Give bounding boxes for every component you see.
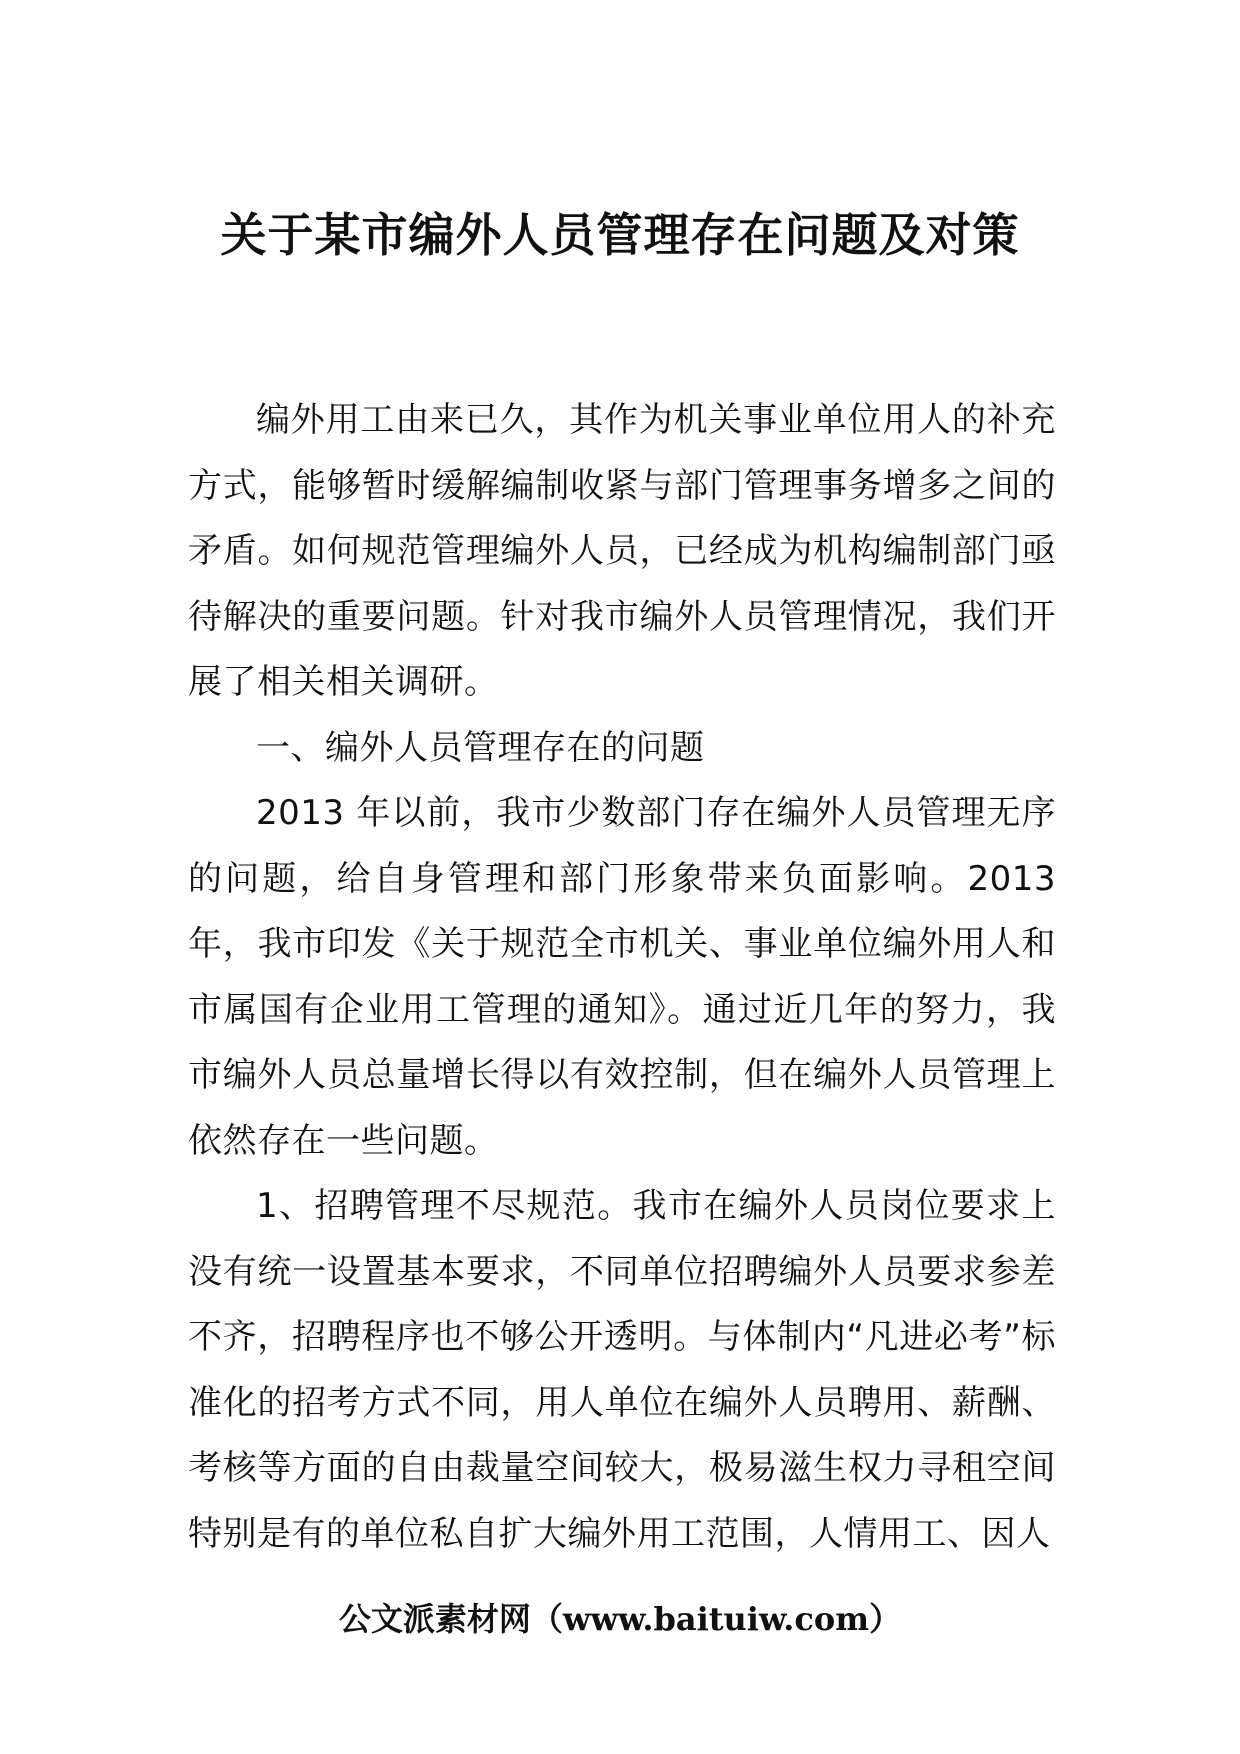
paragraph-issue-1: 1、招聘管理不尽规范。我市在编外人员岗位要求上没有统一设置基本要求，不同单位招聘编外人员要求参差不齐，招聘程序也不够公开透明。与体制内“凡进必考”标准化的招考方式不同，用人单位在编外人员聘用、薪酬、考核等方面的自由裁量空间较大，极易滋生权力寻租空间特别是有的单位私自扩大编外用工范围，人情用工、因人 [188, 1186, 1056, 1554]
paragraph-background: 2013 年以前，我市少数部门存在编外人员管理无序的问题，给自身管理和部门形象带来负面影响。2013 年，我市印发《关于规范全市机关、事业单位编外用人和市属国有企业用工管理的通知》。通过近几年的努力，我市编外人员总量增长得以有效控制，但在编外人员管理上依然存在一些问题。 [188, 793, 1056, 1161]
document-title: 关于某市编外人员管理存在问题及对策 [220, 208, 1020, 262]
paragraph-intro: 编外用工由来已久，其作为机关事业单位用人的补充方式，能够暂时缓解编制收紧与部门管理事务增多之间的矛盾。如何规范管理编外人员，已经成为机构编制部门亟待解决的重要问题。针对我市编外人员管理情况，我们开展了相关相关调研。 [188, 400, 1056, 702]
footer-source: 公文派素材网（www.baituiw.com） [338, 1600, 902, 1638]
document-body [188, 388, 1056, 1567]
section-heading: 一、编外人员管理存在的问题 [256, 727, 705, 768]
